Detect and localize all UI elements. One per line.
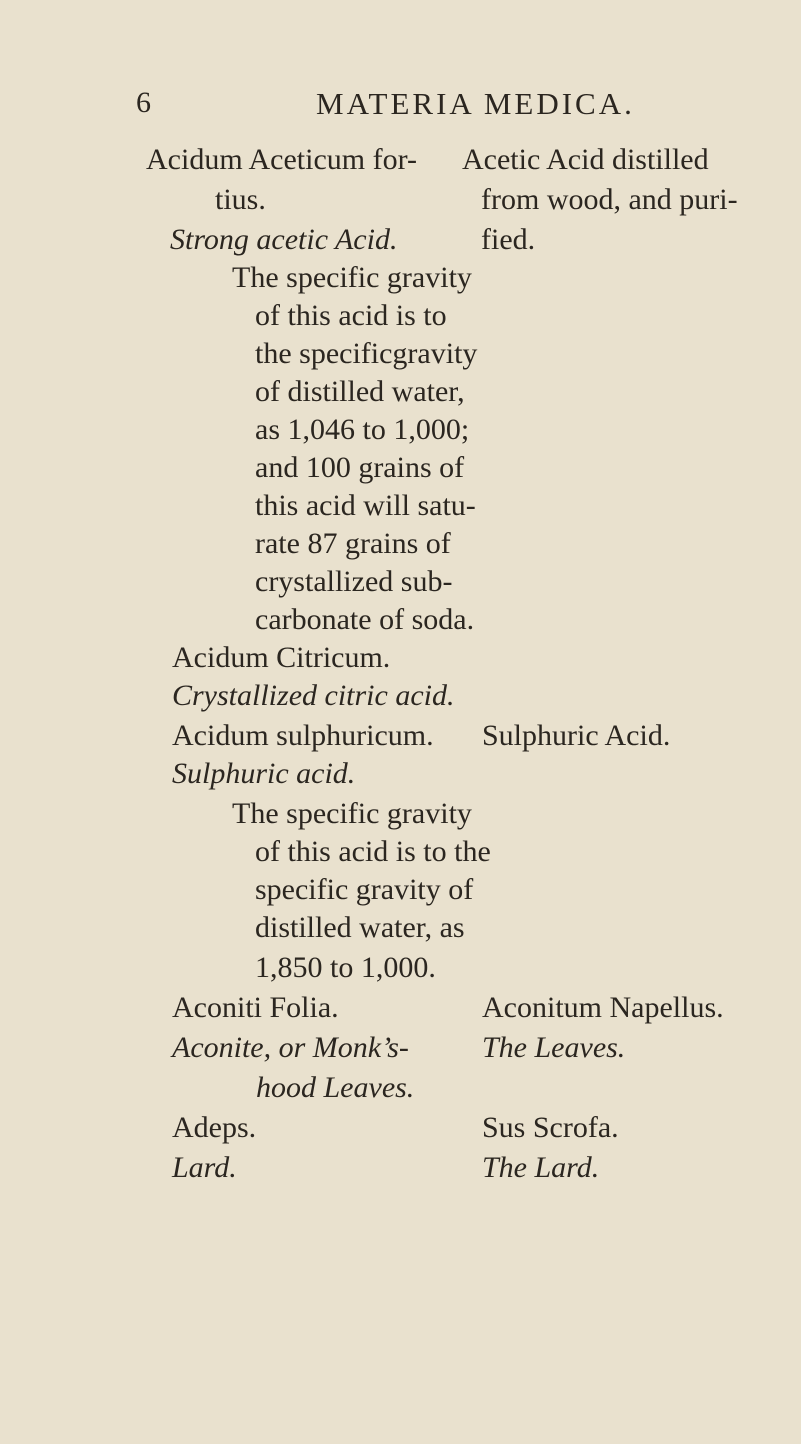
text-line: Acidum Aceticum for-	[146, 143, 417, 176]
text-line: Strong acetic Acid.	[170, 223, 398, 256]
text-line: Sulphuric acid.	[172, 757, 356, 790]
text-line: Acidum Citricum.	[172, 641, 391, 674]
text-line: Lard.	[172, 1151, 237, 1184]
text-line: hood Leaves.	[256, 1071, 415, 1104]
text-line: of this acid is to	[255, 299, 447, 332]
text-line: of distilled water,	[255, 375, 465, 408]
text-line: as 1,046 to 1,000;	[255, 413, 470, 446]
text-line: this acid will satu-	[255, 489, 476, 522]
text-line: Sulphuric Acid.	[482, 719, 671, 752]
text-line: distilled water, as	[255, 911, 465, 944]
text-line: The Leaves.	[482, 1031, 626, 1064]
text-line: 1,850 to 1,000.	[255, 951, 436, 984]
text-line: Acetic Acid distilled	[462, 143, 709, 176]
text-line: Sus Scrofa.	[482, 1111, 619, 1144]
running-title: MATERIA MEDICA.	[316, 86, 635, 121]
text-line: Crystallized citric acid.	[172, 679, 455, 712]
text-line: tius.	[215, 183, 266, 216]
text-line: and 100 grains of	[255, 451, 465, 484]
text-line: Aconitum Napellus.	[482, 991, 724, 1024]
text-line: The specific gravity	[232, 797, 472, 830]
text-line: Aconiti Folia.	[172, 991, 339, 1024]
text-line: Adeps.	[172, 1111, 257, 1144]
text-line: carbonate of soda.	[255, 603, 475, 636]
text-line: the specificgravity	[255, 337, 478, 370]
text-line: rate 87 grains of	[255, 527, 451, 560]
text-line: Aconite, or Monk’s-	[172, 1031, 409, 1064]
text-line: The specific gravity	[232, 261, 472, 294]
page-number: 6	[136, 86, 151, 119]
text-line: of this acid is to the	[255, 835, 491, 868]
text-line: fied.	[481, 223, 536, 256]
text-line: crystallized sub-	[255, 565, 453, 598]
text-line: The Lard.	[482, 1151, 600, 1184]
text-line: from wood, and puri-	[481, 183, 738, 216]
text-line: specific gravity of	[255, 873, 474, 906]
text-line: Acidum sulphuricum.	[172, 719, 434, 752]
